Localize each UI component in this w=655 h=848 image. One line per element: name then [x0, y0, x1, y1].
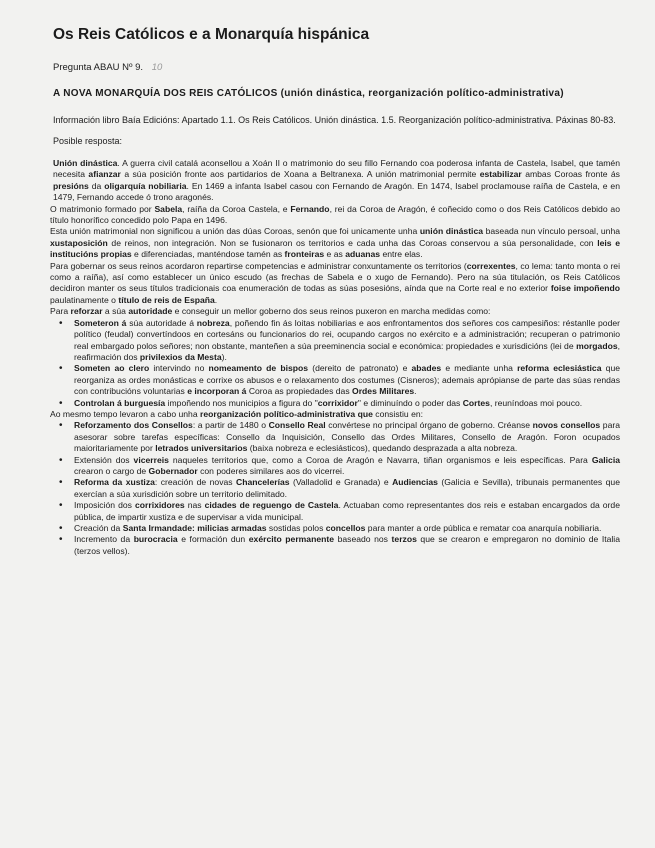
book-reference: Información libro Baía Edicións: Apartado 1.1. Os Reis Católicos. Unión dinástica. 1.5. Reorganización político-administrativa. Páxinas 80-83.: [53, 115, 616, 125]
paragraph-segment-text: paulatinamente o: [50, 294, 119, 305]
list-item-segment-bold-text: cidades de reguengo de Castela: [204, 500, 339, 511]
paragraph-segment-bold-text: leis e institucións propias: [50, 237, 620, 260]
list-item: [50, 420, 620, 454]
paragraph-catholic-monarchs: [50, 204, 620, 227]
paragraph-segment-bold-text: Sabela: [154, 203, 183, 214]
paragraph-juxtaposition: [50, 226, 620, 260]
list-item-segment-bold-text: Galicia: [591, 454, 620, 465]
list-item-segment-text: . Actuaban como representantes dos reis e estaban encargados da orde pública, de impartir xustiza e de supervisar a vida municipal.: [74, 500, 620, 522]
paragraph-segment-bold-text: aduanas: [345, 249, 381, 260]
list-item-segment-text: e mediante unha: [441, 363, 518, 374]
list-item-segment-text: súa autoridade á: [126, 317, 197, 328]
paragraph-segment-text: Para: [50, 306, 71, 317]
list-item-segment-bold-text: burocracia: [133, 534, 178, 545]
paragraph-segment-text: . A guerra civil catalá aconsellou a Xoán II o matrimonio do seu fillo Fernando coa poderosa infanta de Castela, Isabel, que tamén necesita: [53, 158, 620, 180]
list-item-segment-bold-text: Chancelerías: [236, 477, 290, 488]
paragraph-authority-intro: [50, 306, 620, 317]
list-item-segment-bold-text: nobreza: [196, 317, 230, 328]
list-item: [50, 534, 620, 557]
list-item-segment-bold-text: Consello Real: [268, 420, 326, 431]
list-item-segment-bold-text: novos consellos: [532, 420, 601, 431]
list-item-segment-text: nas: [184, 500, 205, 511]
list-item: [50, 523, 620, 534]
paragraph-segment-text: de reinos, non integración. Non se fusionaron os territorios e cada unha das Coroas conservou a súa personalidade, con: [107, 237, 598, 248]
paragraph-segment-text: , rei da Coroa de Aragón, é coñecido como o dos Reis Católicos debido ao título honorífico concedido polo Papa en 1496.: [50, 203, 620, 226]
section-heading: A NOVA MONARQUÍA DOS REIS CATÓLICOS (unión dinástica, reorganización político-administrativa): [53, 88, 564, 99]
paragraph-segment-bold-text: xustaposición: [50, 237, 108, 248]
list-item-segment-bold-text: Audiencias: [392, 477, 438, 488]
list-item-segment-text: : creación de novas: [154, 477, 237, 488]
paragraph-segment-text: Para gobernar os seus reinos acordaron repartirse competencias e administrar conxuntamente os territorios (: [50, 260, 467, 271]
list-item-segment-text: para asesorar sobre tarefas específicas: Consello da Inquisición, Consello das Ordes Militares, Consello de Aragón. Foron ocupados maioritariamente por: [74, 420, 620, 454]
list-item-segment-bold-text: Someten ao clero: [74, 363, 150, 374]
list-item-segment-text: baseado nos: [334, 534, 392, 545]
paragraph-dynastic-union: [53, 158, 620, 204]
list-item-segment-text: con poderes similares aos do vicerrei.: [197, 465, 345, 476]
handwritten-mark: 10: [151, 62, 163, 73]
list-item-segment-text: (dereito de patronato) e: [308, 363, 412, 374]
list-item-segment-bold-text: Reforzamento dos Consellos: [74, 420, 193, 431]
list-item-segment-text: que se crearon e empregaron no dominio de Italia (terzos vellos).: [74, 534, 620, 556]
question-label: [53, 62, 620, 73]
paragraph-segment-text: . En 1469 a infanta Isabel casou con Fernando de Aragón. En 1474, Isabel proclamouse raíña de Castela, e en 1479, Fernando accede ó trono aragonés.: [53, 180, 620, 203]
list-item-segment-text: (Valladolid e Granada) e: [289, 477, 393, 488]
list-item-segment-text: (baixa nobreza e eclesiásticos), quedando desprazada a alta nobreza.: [247, 443, 518, 454]
list-item-segment-text: Creación da: [74, 523, 123, 533]
list-item-segment-text: naqueles territorios que, como a Coroa de Aragón e Navarra, tiñan organismos e leis específicas. Para: [168, 454, 592, 465]
paragraph-segment-bold-text: oligarquía nobiliaria: [104, 180, 187, 191]
list-item: [50, 363, 620, 397]
list-item-segment-bold-text: letrados universitarios: [155, 443, 248, 454]
paragraph-segment-text: , co lema: tanto monta o rei como a raíña), así como establecer un único escudo (as frechas de Sabela e o xugo de Fernando). Pero na súa titulación, os Reis Católicos decidiron manter os seus títulos tradicionais coa enumeración de todas as súas posesións, aínda que na Corte real e no exterior: [50, 260, 620, 294]
list-item: [50, 500, 620, 523]
list-item-segment-text: e formación dun: [177, 534, 249, 545]
paragraph-segment-bold-text: Fernando: [290, 203, 330, 214]
paragraph-segment-text: baseada nun vínculo persoal, unha: [483, 226, 620, 237]
paragraph-segment-text: da: [88, 180, 105, 191]
document-content: [50, 26, 620, 557]
paragraph-segment-bold-text: título de reis de España: [118, 294, 215, 305]
list-item: [50, 398, 620, 409]
paragraph-segment-text: e conseguir un mellor goberno dos seus reinos puxeron en marcha medidas como:: [172, 306, 491, 317]
paragraph-segment-text: Ao mesmo tempo levaron a cabo unha: [50, 408, 201, 419]
paragraph-reorganization-intro: [50, 409, 620, 420]
list-item-segment-text: (Galicia e Sevilla), tribunais permanentes que exercían a súa xurisdición sobre un territorio delimitado.: [74, 477, 620, 499]
list-item-segment-text: .: [414, 386, 417, 397]
list-item: [50, 477, 620, 500]
list-item-segment-text: : a partir de 1480 o: [192, 420, 269, 431]
paragraph-segment-bold-text: afianzar: [88, 169, 121, 180]
list-item-segment-text: Imposición dos: [74, 500, 135, 511]
list-item-segment-text: convértese no principal órgano de goberno. Créanse: [325, 420, 533, 431]
paragraph-segment-bold-text: correxentes: [466, 260, 516, 271]
list-item-segment-bold-text: Reforma da xustiza: [74, 477, 155, 488]
list-item-segment-text: crearon o cargo de: [74, 465, 149, 476]
list-item-segment-text: , reuníndoas moi pouco.: [489, 397, 583, 408]
list-item-segment-bold-text: nomeamento de bispos: [208, 363, 309, 374]
list-item: [50, 455, 620, 478]
paragraph-co-regency: [50, 261, 620, 307]
answer-label: Posible resposta:: [53, 136, 123, 146]
list-item-segment-bold-text: concellos: [325, 523, 366, 533]
paragraph-segment-text: entre elas.: [380, 249, 423, 260]
list-item-segment-bold-text: corrixidores: [134, 500, 185, 511]
paragraph-segment-text: .: [214, 294, 218, 305]
paragraph-segment-bold-text: presións: [53, 180, 89, 191]
list-item-segment-bold-text: terzos: [391, 534, 417, 545]
list-item-segment-bold-text: privilexios da Mesta: [139, 351, 222, 362]
paragraph-segment-bold-text: reforzar: [70, 306, 103, 317]
paragraph-segment-text: ambas Coroas fronte ás: [521, 169, 620, 180]
list-item-segment-bold-text: e incorporan á: [187, 386, 247, 397]
list-item-segment-bold-text: vicerreis: [133, 454, 169, 465]
list-item-segment-text: sostidas polos: [266, 523, 326, 533]
list-item-segment-bold-text: Santa Irmandade: milicias armadas: [122, 523, 267, 533]
paragraph-segment-text: , raíña da Coroa Castela, e: [182, 203, 291, 214]
paragraph-segment-text: O matrimonio formado por: [50, 203, 155, 214]
paragraph-segment-text: e diferenciadas, manténdose tamén as: [131, 249, 285, 260]
list-item-segment-text: , reafirmación dos: [74, 340, 620, 362]
question-number: Pregunta ABAU Nº 9.: [53, 62, 144, 73]
page-title: Os Reis Católicos e a Monarquía hispánica: [53, 26, 370, 43]
paragraph-segment-bold-text: estabilizar: [479, 169, 522, 180]
list-item-segment-bold-text: abades: [411, 363, 442, 374]
list-item-segment-bold-text: Controlan á burguesía: [74, 397, 166, 408]
paragraph-segment-text: a súa posición fronte aos partidarios de Xoana a Beltranexa. A unión matrimonial permite: [120, 169, 480, 180]
paragraph-segment-text: Esta unión matrimonial non significou a unión das dúas Coroas, senón que foi unicamente unha: [50, 226, 420, 237]
list-item-segment-text: Coroa as propiedades das: [246, 386, 353, 397]
list-item-segment-bold-text: Ordes Militares: [352, 386, 415, 397]
reorganization-measures-list: [50, 420, 620, 557]
list-item-segment-text: que reorganiza as ordes monásticas e corrixe os abusos e o relaxamento dos costumes (Cisneros); ademais aprópianse de parte das súas rendas con contribucións voluntarias: [74, 363, 621, 397]
list-item-segment-bold-text: Someteron á: [74, 317, 127, 328]
paragraph-segment-text: a súa: [102, 306, 129, 317]
paragraph-segment-text: consistiu en:: [372, 408, 424, 419]
paragraph-segment-bold-text: fronteiras: [284, 249, 325, 260]
answer-body: [50, 158, 620, 557]
list-item-segment-bold-text: reforma eclesiástica: [517, 363, 602, 374]
list-item-segment-text: ).: [221, 351, 227, 362]
list-item-segment-text: , poñendo fin ás loitas nobiliarias e aos enfrontamentos dos señores cos campesiños: réstanlle poder político (feudal) convertíndoos en cortesáns ou funcionarios do rei, ocupando cargos no exército e a administración; recuperan o patrimonio real embargado polos señores; non obstante, manteñen a súa preeminencia social e económica: propiedades e xurisdicións (lei de: [74, 317, 620, 351]
paragraph-segment-bold-text: unión dinástica: [419, 226, 484, 237]
list-item-segment-text: impoñendo nos municipios a figura do ": [165, 397, 318, 408]
paragraph-segment-bold-text: foise impoñendo: [550, 283, 621, 294]
list-item-segment-text: " e diminuíndo o poder das: [357, 397, 463, 408]
list-item-segment-bold-text: corrixidor: [317, 397, 358, 408]
list-item-segment-bold-text: Cortes: [462, 397, 490, 408]
list-item-segment-text: intervindo no: [149, 363, 209, 374]
list-item-segment-bold-text: exército permanente: [248, 534, 335, 545]
list-item-segment-bold-text: Gobernador: [148, 465, 198, 476]
list-item-segment-text: Extensión dos: [74, 454, 134, 465]
list-item: [50, 318, 620, 364]
paragraph-segment-bold-text: Unión dinástica: [53, 158, 118, 168]
paragraph-segment-bold-text: autoridade: [128, 306, 173, 317]
list-item-segment-text: para manter a orde pública e rematar coa anarquía nobiliaria.: [365, 523, 602, 533]
paragraph-segment-text: e as: [324, 249, 346, 260]
list-item-segment-text: Incremento da: [74, 534, 134, 545]
list-item-segment-bold-text: morgados: [576, 340, 618, 351]
paragraph-segment-bold-text: reorganización político-administrativa que: [200, 408, 373, 419]
authority-measures-list: [50, 318, 620, 409]
